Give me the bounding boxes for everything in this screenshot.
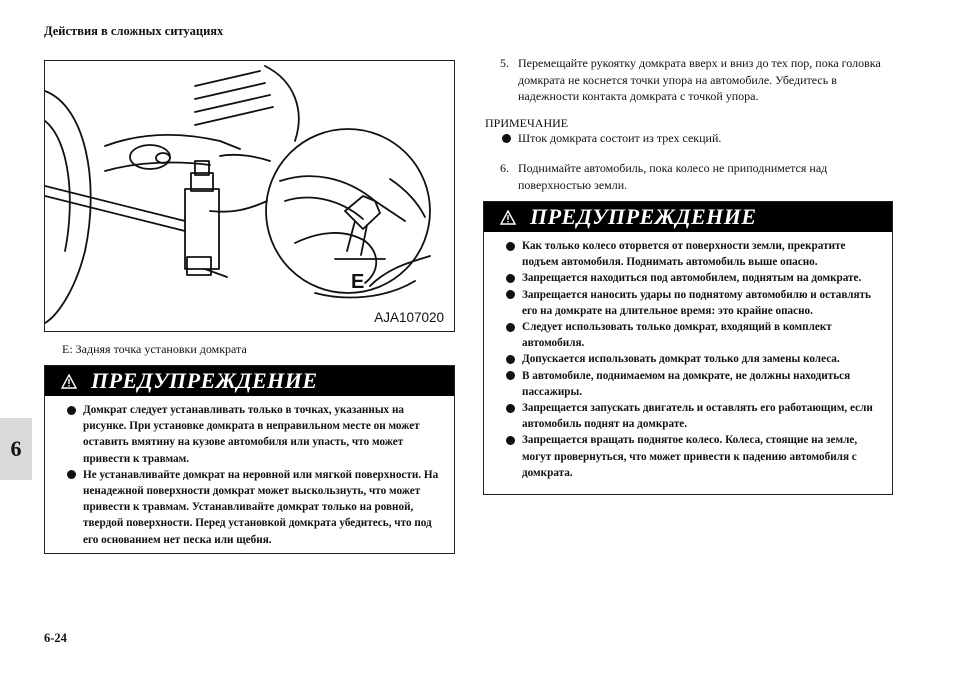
step-6 (500, 160, 900, 193)
warning-item: В автомобиле, поднимаемом на домкрате, не должны находиться пассажиры. (506, 368, 884, 400)
chapter-tab (0, 418, 32, 480)
step-text: Поднимайте автомобиль, пока колесо не приподнимется над поверхностью земли. (518, 161, 828, 192)
step-number: 5. (500, 56, 509, 70)
warning-box-right (483, 201, 893, 495)
bullet-icon (502, 134, 511, 143)
warning-title: ПРЕДУПРЕЖДЕНИЕ (91, 368, 318, 393)
warning-list (484, 232, 892, 487)
warning-item: Запрещается запускать двигатель и оставлять его работающим, если автомобиль поднят на домкрате. (506, 400, 884, 432)
warning-header (45, 366, 454, 396)
warning-header (484, 202, 892, 232)
warning-list (45, 396, 454, 554)
step-text: Перемещайте рукоятку домкрата вверх и вниз до тех пор, пока головка домкрата не коснется точки упора на автомобиле. Убедитесь в надежности контакта домкрата с точкой упора. (518, 56, 881, 103)
chapter-number: 6 (10, 436, 22, 461)
warning-item: Домкрат следует устанавливать только в точках, указанных на рисунке. При установке домкрата в неправильном месте он может оставить вмятину на кузове автомобиля или упасть, что может привести к травмам. (67, 402, 446, 467)
warning-triangle-icon (61, 374, 77, 389)
step-5 (500, 55, 900, 105)
note-text: Шток домкрата состоит из трех секций. (518, 131, 722, 145)
page-number: 6-24 (44, 631, 67, 645)
warning-box-left (44, 365, 455, 554)
jack-drawing-icon (45, 61, 454, 331)
warning-item: Запрещается вращать поднятое колесо. Колеса, стоящие на земле, могут провернуться, что может привести к падению автомобиля с домкрата. (506, 432, 884, 481)
note-item (502, 131, 721, 146)
warning-triangle-icon (500, 210, 516, 225)
illustration-code: AJA107020 (374, 310, 444, 325)
step-number: 6. (500, 161, 509, 175)
note-label: ПРИМЕЧАНИЕ (485, 116, 569, 130)
figure-caption: E: Задняя точка установки домкрата (62, 342, 247, 356)
warning-item: Не устанавливайте домкрат на неровной или мягкой поверхности. На ненадежной поверхности домкрат может выскользнуть, что может привести к травмам. Устанавливайте домкрат только на ровной, твердой поверхности. Перед установкой домкрата убедитесь, что под его основанием нет песка или щебня. (67, 467, 446, 548)
section-header-title: Действия в сложных ситуациях (44, 24, 224, 38)
warning-item: Как только колесо оторвется от поверхности земли, прекратите подъем автомобиля. Поднимать автомобиль выше опасно. (506, 238, 884, 270)
point-e-label: E (351, 271, 365, 293)
warning-item: Допускается использовать домкрат только для замены колеса. (506, 351, 884, 367)
warning-item: Запрещается находиться под автомобилем, поднятым на домкрате. (506, 270, 884, 286)
warning-item: Запрещается наносить удары по поднятому автомобилю и оставлять его на домкрате на длительное время: это крайне опасно. (506, 287, 884, 319)
warning-title: ПРЕДУПРЕЖДЕНИЕ (530, 204, 757, 229)
warning-item: Следует использовать только домкрат, входящий в комплект автомобиля. (506, 319, 884, 351)
jack-point-illustration (44, 60, 455, 332)
